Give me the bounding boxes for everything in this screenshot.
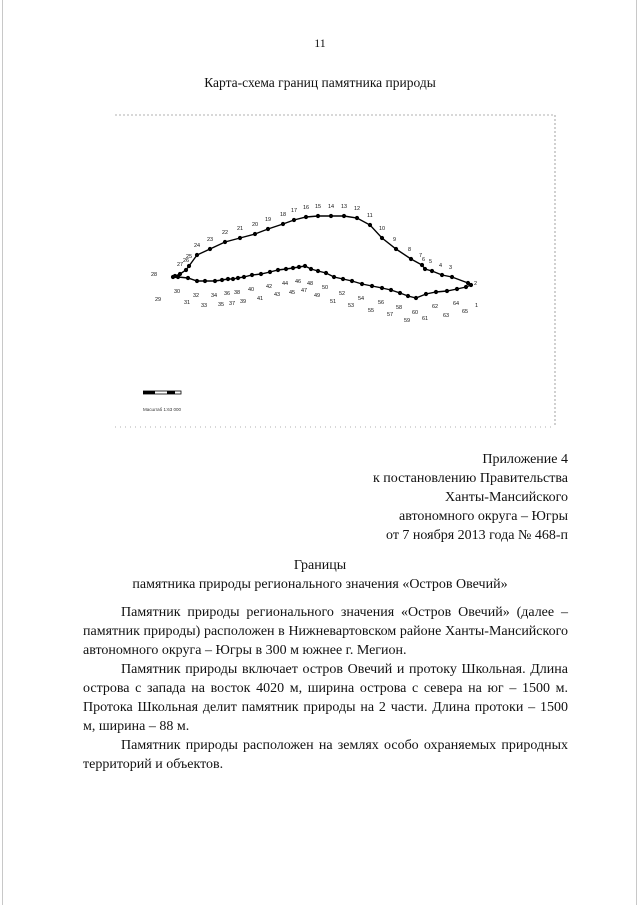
- boundary-point: [176, 275, 180, 279]
- point-label: 32: [193, 293, 200, 299]
- page-number: 11: [314, 36, 326, 50]
- point-label: 11: [367, 213, 373, 219]
- boundary-point: [434, 290, 438, 294]
- point-label: 65: [462, 309, 469, 315]
- boundary-point: [236, 276, 240, 280]
- point-label: 60: [412, 310, 419, 316]
- point-label: 24: [194, 243, 201, 249]
- boundary-point: [292, 218, 296, 222]
- point-label: 31: [184, 300, 191, 306]
- point-label: 18: [280, 212, 287, 218]
- boundary-point: [171, 275, 175, 279]
- boundary-point: [370, 284, 374, 288]
- appendix-line: автономного округа – Югры: [399, 509, 568, 524]
- boundary-point: [220, 278, 224, 282]
- boundary-point: [266, 227, 270, 231]
- point-label: 19: [265, 217, 272, 223]
- point-label: 2: [474, 281, 478, 287]
- boundary-point: [350, 279, 354, 283]
- point-label: 35: [218, 302, 225, 308]
- boundary-point: [226, 277, 230, 281]
- boundary-point: [203, 279, 207, 283]
- boundary-point: [389, 288, 393, 292]
- paragraph: Памятник природы регионального значения «Остров Овечий» (далее – памятник природы) расположен в Нижневартовском районе Ханты-Мансийского автономного округа – Югры в 300 м южнее г. Мегион.: [83, 605, 568, 658]
- boundary-point: [250, 273, 254, 277]
- boundary-point: [259, 272, 263, 276]
- boundary-point: [195, 253, 199, 257]
- boundary-point: [231, 277, 235, 281]
- section-title-line: памятника природы регионального значения «Остров Овечий»: [132, 577, 508, 592]
- paragraph: Памятник природы расположен на землях особо охраняемых природных территорий и объектов.: [83, 738, 568, 772]
- boundary-map-svg: [100, 105, 560, 435]
- boundary-point: [409, 257, 413, 261]
- appendix-line: от 7 ноября 2013 года № 468-п: [386, 528, 568, 543]
- paragraph: Памятник природы включает остров Овечий и протоку Школьная. Длина острова с запада на восток 4020 м, ширина острова с севера на юг – 1500 м. Протока Школьная делит памятник природы на 2 части. Длина протоки – 1500 м, ширина – 88 м.: [83, 662, 568, 734]
- point-label: 45: [289, 290, 296, 296]
- point-label: 53: [348, 303, 355, 309]
- point-label: 33: [201, 303, 208, 309]
- boundary-point: [380, 236, 384, 240]
- point-label: 34: [211, 293, 218, 299]
- appendix-line: Ханты-Мансийского: [444, 490, 568, 505]
- boundary-point: [187, 264, 191, 268]
- map-frame-border: [115, 115, 555, 427]
- boundary-point: [406, 294, 410, 298]
- point-label: 61: [422, 316, 429, 322]
- boundary-point: [424, 292, 428, 296]
- boundary-point: [276, 268, 280, 272]
- boundary-point: [329, 214, 333, 218]
- point-label: 62: [432, 304, 439, 310]
- point-label: 57: [387, 312, 394, 318]
- boundary-point: [253, 232, 257, 236]
- point-label: 37: [229, 301, 236, 307]
- boundary-point: [380, 286, 384, 290]
- point-label: 25: [186, 254, 193, 260]
- appendix-line: к постановлению Правительства: [372, 471, 568, 486]
- boundary-point: [368, 223, 372, 227]
- page-edge-left: [2, 0, 3, 905]
- point-label: 3: [449, 265, 453, 271]
- section-title: [0, 556, 640, 594]
- boundary-point: [394, 247, 398, 251]
- point-label: 36: [224, 291, 231, 297]
- section-title-line: Границы: [293, 558, 347, 573]
- point-label: 56: [378, 300, 385, 306]
- boundary-point: [309, 267, 313, 271]
- boundary-point: [291, 266, 295, 270]
- point-label: 55: [368, 308, 375, 314]
- point-label: 58: [396, 305, 403, 311]
- point-label: 8: [408, 247, 412, 253]
- point-label: 49: [314, 293, 321, 299]
- boundary-point: [360, 282, 364, 286]
- point-label: 64: [453, 301, 460, 307]
- scale-caption: Масштаб 1:63 000: [143, 407, 182, 412]
- boundary-point: [440, 273, 444, 277]
- point-label: 14: [328, 204, 335, 210]
- boundary-point: [466, 281, 470, 285]
- boundary-point: [423, 267, 427, 271]
- page-edge-right: [636, 0, 637, 905]
- boundary-point: [186, 276, 190, 280]
- point-label: 42: [266, 284, 273, 290]
- boundary-point: [398, 291, 402, 295]
- point-label: 40: [248, 287, 255, 293]
- scale-bar-segment: [167, 391, 175, 394]
- map-title: Карта-схема границ памятника природы: [204, 75, 436, 90]
- boundary-point: [342, 214, 346, 218]
- point-label: 7: [419, 253, 423, 259]
- point-label: 28: [151, 272, 158, 278]
- point-label: 52: [339, 291, 346, 297]
- appendix-line: Приложение 4: [482, 452, 568, 467]
- boundary-point: [208, 247, 212, 251]
- point-label: 4: [439, 263, 443, 269]
- boundary-point: [268, 270, 272, 274]
- boundary-point: [184, 268, 188, 272]
- point-label: 48: [307, 281, 314, 287]
- boundary-point: [304, 215, 308, 219]
- point-label: 26: [183, 258, 190, 264]
- boundary-map: [100, 105, 560, 435]
- boundary-point: [332, 275, 336, 279]
- boundary-point: [303, 264, 307, 268]
- point-label: 27: [177, 262, 184, 268]
- point-label: 20: [252, 222, 259, 228]
- point-label: 23: [207, 237, 214, 243]
- point-label: 59: [404, 318, 411, 324]
- point-label: 63: [443, 313, 450, 319]
- boundary-point: [316, 269, 320, 273]
- boundary-point: [213, 279, 217, 283]
- point-label: 17: [291, 208, 298, 214]
- point-label: 5: [429, 259, 433, 265]
- boundary-point: [281, 222, 285, 226]
- scale-bar: [143, 389, 203, 420]
- boundary-point: [464, 285, 468, 289]
- boundary-point: [316, 214, 320, 218]
- point-label: 12: [354, 206, 361, 212]
- point-label: 41: [257, 296, 264, 302]
- point-label: 21: [237, 226, 244, 232]
- point-labels: [151, 204, 478, 324]
- boundary-point: [445, 289, 449, 293]
- point-label: 13: [341, 204, 348, 210]
- boundary-point: [430, 269, 434, 273]
- point-label: 54: [358, 296, 365, 302]
- body-text: [83, 603, 568, 774]
- boundary-point: [238, 236, 242, 240]
- boundary-point: [284, 267, 288, 271]
- point-label: 50: [322, 285, 329, 291]
- point-label: 10: [379, 226, 386, 232]
- point-label: 43: [274, 292, 281, 298]
- boundary-point: [195, 279, 199, 283]
- point-label: 51: [330, 299, 337, 305]
- boundary-point: [355, 216, 359, 220]
- point-label: 46: [295, 279, 302, 285]
- boundary-point: [297, 265, 301, 269]
- point-label: 38: [234, 290, 241, 296]
- boundary-point: [420, 263, 424, 267]
- boundary-point: [455, 287, 459, 291]
- point-label: 9: [393, 237, 397, 243]
- boundary-point: [341, 277, 345, 281]
- boundary-point: [414, 296, 418, 300]
- boundary-point: [223, 240, 227, 244]
- boundary-point: [242, 275, 246, 279]
- point-label: 22: [222, 230, 229, 236]
- point-label: 30: [174, 289, 181, 295]
- point-label: 29: [155, 297, 162, 303]
- point-label: 15: [315, 204, 322, 210]
- boundary-point: [450, 275, 454, 279]
- point-label: 44: [282, 281, 289, 287]
- point-label: 39: [240, 299, 247, 305]
- point-label: 6: [422, 257, 426, 263]
- scale-bar-svg: [143, 389, 203, 415]
- appendix-block: [373, 450, 568, 545]
- point-label: 47: [301, 288, 308, 294]
- boundary-point: [324, 271, 328, 275]
- scale-bar-segment: [143, 391, 155, 394]
- point-label: 16: [303, 205, 310, 211]
- point-label: 1: [475, 303, 479, 309]
